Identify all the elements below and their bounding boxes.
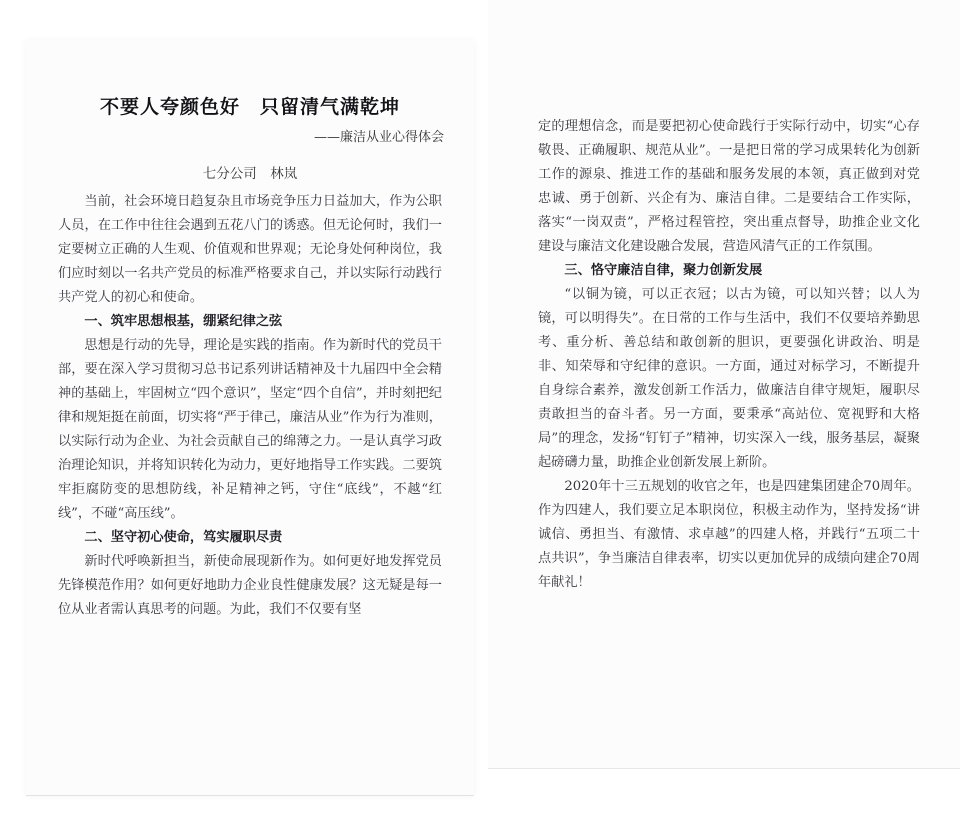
paragraph-intro: 当前，社会环境日趋复杂且市场竞争压力日益加大，作为公职人员，在工作中往往会遇到五花八门的诱惑。但无论何时，我们一定要树立正确的人生观、价值观和世界观；无论身处何种岗位，我们应时刻以一名共产党员的标准严格要求自己，并以实际行动践行共产党人的初心和使命。 [58,194,442,305]
paragraph-section-1: 思想是行动的先导，理论是实践的指南。作为新时代的党员干部，要在深入学习贯彻习总书记系列讲话精神及十九届四中全会精神的基础上，牢固树立“四个意识”，坚定“四个自信”，并时刻把纪律和规矩挺在前面，切实将“严于律己，廉洁从业”作为行为准则，以实际行动为企业、为社会贡献自己的绵薄之力。一是认真学习政治理论知识，并将知识转化为动力，更好地指导工作实践。二要筑牢拒腐防变的思想防线，补足精神之钙，守住“底线”，不越“红线”，不碰“高压线”。 [58,338,442,521]
paragraph-section-2-cont: 定的理想信念，而是要把初心使命践行于实际行动中，切实“心存敬畏、正确履职、规范从业”。一是把日常的学习成果转化为创新工作的源泉、推进工作的基础和服务发展的本领，真正做到对党忠诚、勇于创新、兴企有为、廉洁自律。二是要结合工作实际，落实“一岗双责”，严格过程管控，突出重点督导，助推企业文化建设与廉洁文化建设融合发展，营造风清气正的工作氛围。 [538,119,920,254]
document-title: 不要人夸颜色好 只留清气满乾坤 [99,96,400,118]
document-page-left [26,40,474,796]
document-page-right [488,0,960,769]
section-heading-1: 一、筑牢思想根基，绷紧纪律之弦 [84,314,283,329]
right-page-body [538,115,920,595]
paragraph-conclusion: 2020年十三五规划的收官之年，也是四建集团建企70周年。作为四建人，我们要立足本职岗位，积极主动作为，坚持发扬“讲诚信、勇担当、有激情、求卓越”的四建人格，并践行“五项二十点共识”，争当廉洁自律表率，切实以更加优异的成绩向建企70周年献礼！ [538,479,920,590]
document-author: 七分公司 林岚 [202,166,298,182]
paragraph-section-2-start: 新时代呼唤新担当，新使命展现新作为。如何更好地发挥党员先锋模范作用？如何更好地助力企业良性健康发展？这无疑是每一位从业者需认真思考的问题。为此，我们不仅要有坚 [58,554,442,617]
section-heading-3: 三、恪守廉洁自律，聚力创新发展 [564,263,763,278]
document-subtitle: ——廉洁从业心得体会 [313,130,444,145]
left-page-body [58,190,442,622]
section-heading-2: 二、坚守初心使命，笃实履职尽责 [84,530,283,545]
paragraph-section-3: “以铜为镜，可以正衣冠；以古为镜，可以知兴替；以人为镜，可以明得失”。在日常的工作与生活中，我们不仅要培养勤思考、重分析、善总结和敢创新的胆识，更要强化讲政治、明是非、知荣辱和守纪律的意识。一方面，通过对标学习，不断提升自身综合素养，激发创新工作活力，做廉洁自律守规矩，履职尽责敢担当的奋斗者。另一方面，要秉承“高站位、宽视野和大格局”的理念，发扬“钉钉子”精神，切实深入一线，服务基层，凝聚起磅礴力量，助推企业创新发展上新阶。 [538,287,920,470]
